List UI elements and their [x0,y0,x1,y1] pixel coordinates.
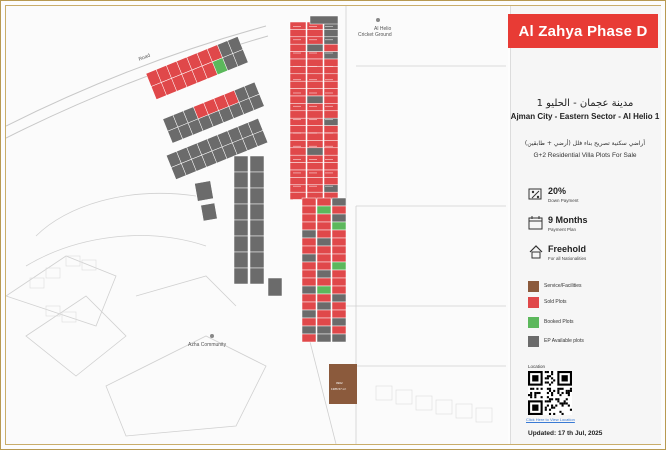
plot-cell[interactable] [250,252,264,268]
plot-label-mark [293,79,301,80]
payment-plan-value: 9 Months [548,215,588,225]
legend-label-available: EP Available plots [544,338,584,344]
qr-module [568,405,570,407]
plot-label-mark [325,53,333,54]
plot-cell[interactable] [234,220,248,236]
plot-cell[interactable] [324,140,338,147]
qr-module [559,402,561,404]
plot-cell[interactable] [324,96,338,103]
qr-module [551,377,553,379]
updated-date: Updated: 17 th Jul, 2025 [528,430,603,437]
plot-cell[interactable] [302,302,316,310]
plot-cell[interactable] [195,181,214,202]
plot-cell[interactable] [290,89,306,96]
qr-module [557,398,559,400]
qr-module [547,377,549,379]
map-pin-icon [210,334,214,338]
plot-cell[interactable] [332,310,346,318]
plot-cell[interactable] [317,238,331,246]
plot-cell[interactable] [302,294,316,302]
qr-module [553,379,555,381]
plot-cell[interactable] [290,148,306,155]
qr-module [570,409,572,411]
plot-cell[interactable] [302,318,316,326]
plot-label-mark [309,93,317,94]
qr-module [555,405,557,407]
qr-module [549,409,551,411]
qr-module [545,400,547,402]
plot-cell[interactable] [324,155,338,162]
qr-module [557,388,559,390]
plot-cell[interactable] [317,230,331,238]
qr-module [559,411,561,413]
plot-label-mark [293,173,301,174]
plot-cell[interactable] [332,334,346,342]
plot-cell[interactable] [307,44,323,51]
legend-label-service: Service/Facilities [544,283,582,289]
plot-cell[interactable] [317,198,331,206]
plot-cell[interactable] [317,286,331,294]
plot-label-mark [325,186,333,187]
qr-module [532,405,538,411]
qr-module [528,394,530,396]
qr-module [545,371,547,373]
plot-cell[interactable] [307,37,323,44]
plot-cell[interactable] [234,188,248,204]
location-link[interactable]: Click Here to View Location [526,417,575,422]
down-payment-value: 20% [548,186,567,196]
qr-module [549,388,551,390]
plot-cell[interactable] [234,204,248,220]
plot-cell[interactable] [332,318,346,326]
qr-module [557,390,559,392]
cricket-ground-line1: Al Helio [374,26,392,32]
qr-module [549,375,551,377]
qr-module [551,371,553,373]
site-map [6,6,508,444]
plot-cell[interactable] [268,278,282,296]
plot-cell[interactable] [307,59,323,66]
qr-module [557,392,559,394]
qr-module [541,388,543,390]
qr-module [541,396,543,398]
plot-cell[interactable] [302,326,316,334]
plot-cell[interactable] [332,246,346,254]
plot-label-mark [309,119,317,120]
plot-label-mark [309,159,317,160]
plot-label-mark [293,133,301,134]
qr-module [559,388,561,390]
qr-module [562,392,564,394]
plot-label-mark [325,173,333,174]
plot-cell[interactable] [317,254,331,262]
plot-label-mark [309,146,317,147]
plot-cell[interactable] [302,246,316,254]
qr-module [545,407,547,409]
qr-module [566,402,568,404]
plot-cell[interactable] [234,172,248,188]
plot-cell[interactable] [307,163,323,170]
plot-label-mark [293,186,301,187]
plot-label-mark [325,93,333,94]
plot-label-mark [293,119,301,120]
service-plot-id: 0902 [336,381,343,385]
plot-label-mark [325,133,333,134]
qr-module [545,377,547,379]
plot-cell[interactable] [317,214,331,222]
plot-label-mark [309,106,317,107]
plot-cell[interactable] [317,246,331,254]
plot-cell[interactable] [317,278,331,286]
plot-cell[interactable] [324,44,338,51]
freehold-value: Freehold [548,244,587,254]
plot-cell[interactable] [250,204,264,220]
qr-module [551,407,553,409]
qr-module [570,390,572,392]
plot-cell[interactable] [234,252,248,268]
plot-cell[interactable] [250,236,264,252]
qr-module [530,396,532,398]
qr-module [547,400,549,402]
legend-swatch-service [528,281,539,292]
qr-module [549,384,551,386]
plot-cell[interactable] [307,148,323,155]
plot-cell[interactable] [324,66,338,73]
qr-module [562,413,564,415]
plot-label-mark [309,66,317,67]
legend-swatch-available [528,336,539,347]
plot-cell[interactable] [290,170,306,177]
plot-label-mark [309,173,317,174]
payment-plan-caption: Payment Plan [548,227,577,232]
plot-cell[interactable] [201,203,218,221]
plot-cell[interactable] [307,89,323,96]
plot-cell[interactable] [307,111,323,118]
legend-swatch-sold [528,297,539,308]
qr-module [570,388,572,390]
plot-cell[interactable] [250,220,264,236]
qr-module [547,388,549,390]
plot-label-mark [325,146,333,147]
qr-module [530,394,532,396]
plot-cell[interactable] [317,270,331,278]
service-plot-area: 1386.57 m² [331,387,347,391]
plot-label-mark [293,53,301,54]
qr-module [532,388,534,390]
qr-module [545,381,547,383]
plot-cell[interactable] [332,262,346,270]
plot-label-mark [309,26,317,27]
english-description: G+2 Residential Villa Plots For Sale [533,152,637,159]
plot-cell[interactable] [302,198,316,206]
plot-cell[interactable] [290,29,306,36]
plot-cell[interactable] [307,126,323,133]
plot-cell[interactable] [290,140,306,147]
plot-cell[interactable] [302,286,316,294]
plot-cell[interactable] [324,111,338,118]
qr-module [566,390,568,392]
plot-label-mark [309,133,317,134]
plot-cell[interactable] [307,96,323,103]
legend-label-sold: Sold Plots [544,299,567,305]
down-payment-caption: Down Payment [548,198,579,203]
plot-cell[interactable] [250,268,264,284]
plot-cell[interactable] [332,222,346,230]
project-title: Al Zahya Phase D [508,14,658,48]
plot-label-mark [325,66,333,67]
plot-label-mark [309,53,317,54]
plot-cell[interactable] [290,74,306,81]
plot-label-mark [293,146,301,147]
plot-cell[interactable] [324,37,338,44]
plot-cell[interactable] [290,37,306,44]
plot-cell[interactable] [324,89,338,96]
plot-label-mark [325,79,333,80]
plot-cell[interactable] [332,278,346,286]
plot-cell[interactable] [307,177,323,184]
qr-module [536,388,538,390]
plot-cell[interactable] [302,310,316,318]
qr-module [534,394,536,396]
plot-cell[interactable] [307,29,323,36]
plot-label-mark [293,39,301,40]
plot-cell[interactable] [290,103,306,110]
house-icon [528,244,544,260]
plot-cell[interactable] [324,148,338,155]
plot-cell[interactable] [332,198,346,206]
plot-label-mark [293,106,301,107]
plot-cell[interactable] [307,133,323,140]
plot-cell[interactable] [290,81,306,88]
plot-label-mark [293,66,301,67]
qr-module [559,394,561,396]
plot-cell[interactable] [332,326,346,334]
qr-module [551,394,553,396]
qr-module [547,396,549,398]
qr-module [551,405,553,407]
community-label: Azha Community [188,342,227,348]
qr-module [553,390,555,392]
plot-cell[interactable] [302,278,316,286]
plot-cell[interactable] [302,254,316,262]
qr-module [547,381,549,383]
qr-module [534,396,536,398]
qr-module [553,413,555,415]
plot-cell[interactable] [332,230,346,238]
qr-module [551,398,553,400]
plot-cell[interactable] [307,170,323,177]
qr-module [551,392,553,394]
qr-module [549,398,551,400]
plot-cell[interactable] [302,238,316,246]
qr-module [547,375,549,377]
qr-module [568,392,570,394]
plot-cell[interactable] [332,294,346,302]
plot-cell[interactable] [332,238,346,246]
qr-module [562,375,568,381]
plot-cell[interactable] [317,294,331,302]
plot-cell[interactable] [250,172,264,188]
plot-cell[interactable] [290,44,306,51]
plot-cell[interactable] [302,270,316,278]
plot-cell[interactable] [324,126,338,133]
plot-label-mark [325,119,333,120]
qr-module [553,407,555,409]
plot-label-mark [293,93,301,94]
qr-module [534,392,536,394]
road-label: Road [137,52,152,63]
plot-cell[interactable] [324,74,338,81]
plot-cell[interactable] [307,155,323,162]
plot-label-mark [293,199,301,200]
plot-cell[interactable] [324,29,338,36]
qr-module [547,392,549,394]
plot-label-mark [309,79,317,80]
qr-module [568,394,570,396]
plot-cell[interactable] [302,214,316,222]
qr-module [568,390,570,392]
legend-swatch-booked [528,317,539,328]
plot-cell[interactable] [290,111,306,118]
plot-cell[interactable] [307,140,323,147]
plot-cell[interactable] [302,222,316,230]
qr-module [530,392,532,394]
plot-cell[interactable] [332,270,346,278]
freehold-caption: For all Nationalities [548,256,587,261]
qr-code[interactable] [528,371,572,415]
plot-cell[interactable] [317,222,331,230]
plot-cell[interactable] [290,177,306,184]
plot-cell[interactable] [332,206,346,214]
plot-cell[interactable] [324,59,338,66]
plot-label-mark [309,39,317,40]
plot-cell[interactable] [317,310,331,318]
plot-cell[interactable] [302,206,316,214]
plot-cell[interactable] [250,188,264,204]
percent-icon [528,186,544,202]
plot-cell[interactable] [317,302,331,310]
plot-cell[interactable] [307,74,323,81]
qr-module [566,398,568,400]
qr-module [549,390,551,392]
plot-cell[interactable] [317,318,331,326]
qr-module [536,392,538,394]
qr-module [545,409,547,411]
arabic-title: مدينة عجمان - الحليو 1 [536,98,634,109]
qr-module [564,400,566,402]
plot-cell[interactable] [290,155,306,162]
plot-cell[interactable] [290,22,306,29]
qr-module [562,402,564,404]
plot-cell[interactable] [307,66,323,73]
service-plot[interactable] [329,364,357,404]
plot-label-mark [325,39,333,40]
qr-module [551,373,553,375]
plot-cell[interactable] [324,81,338,88]
plot-label-mark [293,26,301,27]
plot-cell[interactable] [290,96,306,103]
plot-cell[interactable] [250,156,264,172]
plot-cell[interactable] [324,163,338,170]
plot-label-mark [309,186,317,187]
qr-module [538,392,540,394]
plot-cell[interactable] [324,103,338,110]
plot-cell[interactable] [332,254,346,262]
plot-label-mark [325,159,333,160]
plot-cell[interactable] [302,262,316,270]
qr-module [549,400,551,402]
english-subtitle: Ajman City - Eastern Sector - Al Helio 1 [510,112,660,121]
plot-cell[interactable] [332,286,346,294]
plot-cell[interactable] [317,206,331,214]
plot-cell[interactable] [324,177,338,184]
plot-cell[interactable] [290,59,306,66]
plot-cell[interactable] [290,163,306,170]
plot-cell[interactable] [324,133,338,140]
plot-cell[interactable] [317,334,331,342]
plot-cell[interactable] [317,262,331,270]
calendar-icon [528,215,544,231]
location-label: Location [528,364,546,369]
cricket-ground-line2: Cricket Ground [358,32,392,38]
plot-cell[interactable] [290,66,306,73]
qr-module [557,400,559,402]
map-pin-icon [376,18,380,22]
plot-cell[interactable] [234,156,248,172]
qr-module [562,388,564,390]
plot-cell[interactable] [307,81,323,88]
plot-cell[interactable] [290,126,306,133]
qr-module [566,392,568,394]
plot-cell[interactable] [234,268,248,284]
plot-cell[interactable] [234,236,248,252]
plot-cell[interactable] [302,334,316,342]
qr-module [562,405,564,407]
arabic-description: أراضي سكنية تصريح بناء فلل (أرضي + طابقين) [524,140,646,147]
qr-module [551,381,553,383]
plot-cell[interactable] [332,214,346,222]
plot-cell[interactable] [290,133,306,140]
qr-module [549,413,551,415]
plot-label-mark [293,159,301,160]
legend-label-booked: Booked Plots [544,319,574,325]
plot-cell[interactable] [310,16,338,24]
plot-cell[interactable] [317,326,331,334]
qr-module [532,375,538,381]
qr-module [547,371,549,373]
qr-module [547,405,549,407]
plot-label-mark [325,106,333,107]
plot-cell[interactable] [307,103,323,110]
plot-cell[interactable] [302,230,316,238]
qr-module [555,398,557,400]
plot-cell[interactable] [332,302,346,310]
plot-cell[interactable] [324,170,338,177]
qr-module [564,402,566,404]
plot-label-mark [325,26,333,27]
qr-module [530,388,532,390]
